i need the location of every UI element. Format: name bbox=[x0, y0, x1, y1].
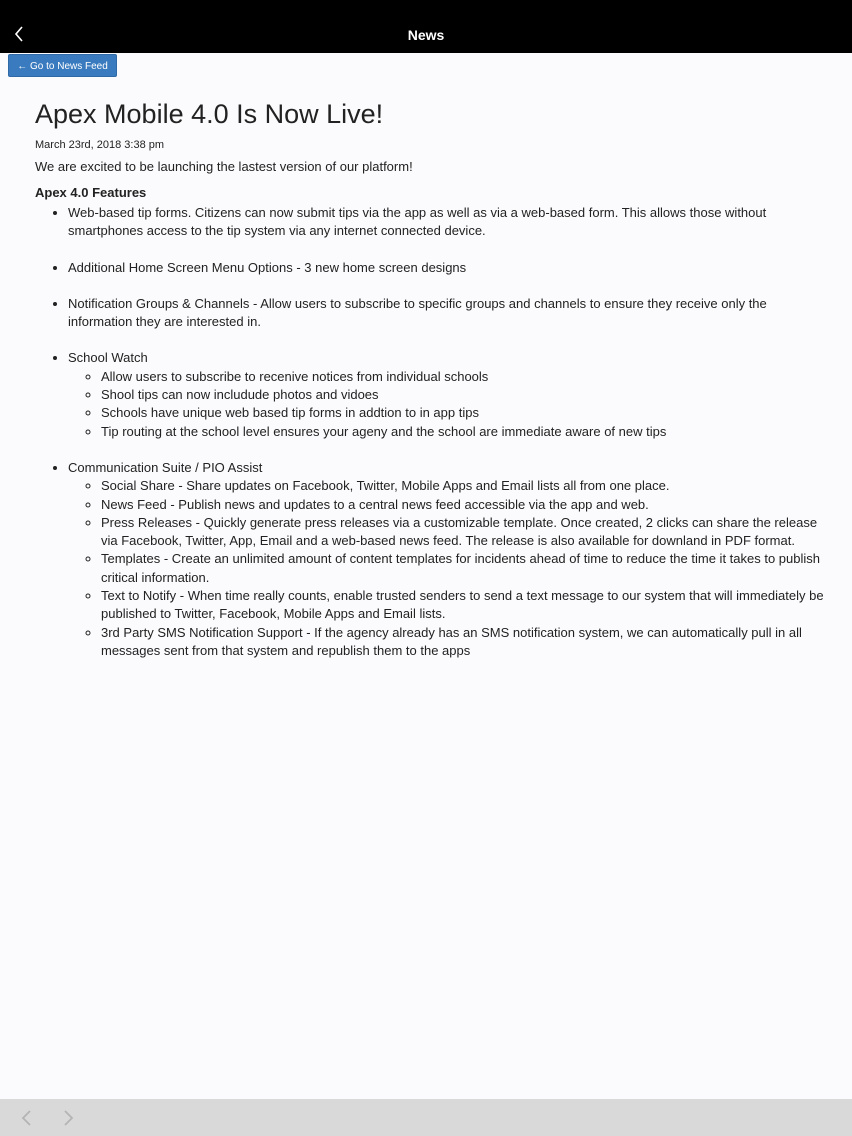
feature-item bbox=[68, 259, 825, 277]
feature-subitem: ◦ Shool tips can now includude photos and vidoes bbox=[101, 386, 825, 404]
feature-text: Web-based tip forms. Citizens can now submit tips via the app as well as via a web-based form. This allows those without smartphones access to the tip system via any internet connected device. bbox=[68, 205, 767, 239]
feature-sublist bbox=[68, 477, 825, 660]
feature-text: Notification Groups & Channels - Allow users to subscribe to specific groups and channels to ensure they receive only the information they are interested in. bbox=[68, 295, 767, 330]
feature-item bbox=[68, 204, 825, 241]
feature-text: Communication Suite / PIO Assist bbox=[68, 459, 263, 475]
article bbox=[35, 96, 825, 678]
feature-item bbox=[68, 349, 825, 440]
feature-subitem: ◦ Text to Notify - When time really counts, enable trusted senders to send a text message to our system that will immediately be published to Twitter, Facebook, Mobile Apps and Email lists. bbox=[101, 587, 825, 624]
chevron-left-icon[interactable] bbox=[19, 1109, 33, 1127]
chevron-right-icon[interactable] bbox=[62, 1109, 76, 1127]
page-title: News bbox=[407, 27, 445, 43]
feature-subitem: ◦ Schools have unique web based tip forms in addtion to in app tips bbox=[101, 404, 825, 422]
feature-subitem: ◦ Tip routing at the school level ensures your ageny and the school are immediate aware of new tips bbox=[101, 423, 825, 441]
feature-subitem: ◦ Templates - Create an unlimited amount of content templates for incidents ahead of time to reduce the time it takes to publish critical information. bbox=[101, 550, 825, 587]
article-title: Apex Mobile 4.0 Is Now Live! bbox=[35, 99, 384, 129]
feature-subitem: ◦ 3rd Party SMS Notification Support - If the agency already has an SMS notification system, we can automatically pull in all messages sent from that system and republish them to the apps bbox=[101, 624, 825, 661]
feature-subitem: ◦ Social Share - Share updates on Facebook, Twitter, Mobile Apps and Email lists all from one place. bbox=[101, 477, 825, 495]
feature-sublist bbox=[68, 368, 825, 441]
feature-text: Additional Home Screen Menu Options - 3 new home screen designs bbox=[68, 259, 467, 275]
bottom-toolbar bbox=[0, 1099, 852, 1136]
feature-item bbox=[68, 459, 825, 660]
feature-subitem: ◦ Allow users to subscribe to recenive notices from individual schools bbox=[101, 368, 825, 386]
article-intro: We are excited to be launching the lastest version of our platform! bbox=[35, 159, 413, 174]
feature-item bbox=[68, 295, 825, 332]
go-to-news-feed-button[interactable]: ← Go to News Feed bbox=[8, 54, 117, 77]
features-list bbox=[35, 204, 825, 660]
feature-text: School Watch bbox=[68, 350, 148, 366]
feature-subitem: ◦ News Feed - Publish news and updates to a central news feed accessible via the app and web. bbox=[101, 496, 825, 514]
feature-subitem: ◦ Press Releases - Quickly generate press releases via a customizable template. Once created, 2 clicks can share the release via Facebook, Twitter, App, Email and a web-based news feed. The release is also available for downland in PDF format. bbox=[101, 514, 825, 551]
features-heading: Apex 4.0 Features bbox=[35, 185, 147, 200]
top-navigation-bar bbox=[0, 0, 852, 53]
article-date: March 23rd, 2018 3:38 pm bbox=[35, 139, 165, 151]
